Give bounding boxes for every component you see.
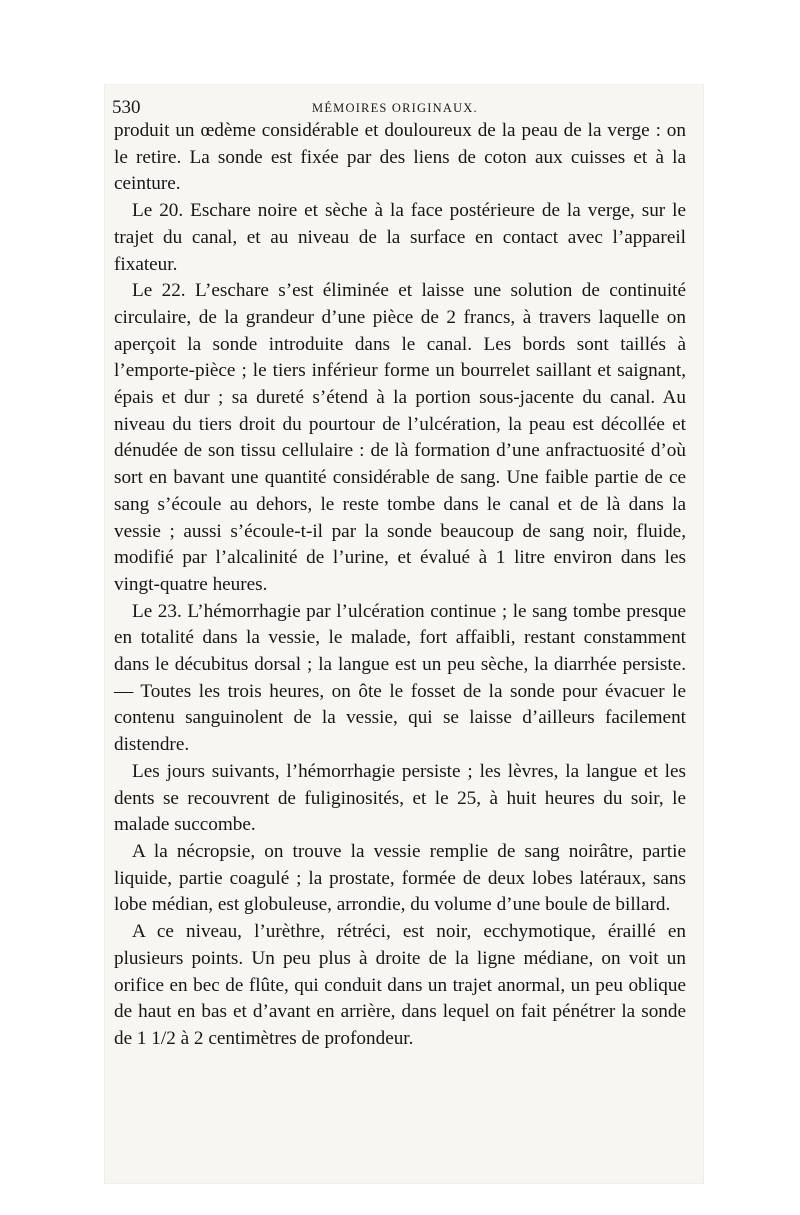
- paragraph-necropsie: A la nécropsie, on trouve la vessie remplie de sang noirâtre, partie liquide, partie coagulé ; la prostate, formée de deux lobes latéraux, sans lobe médian, est globuleuse, arrondie, du volume d’une boule de billard.: [114, 840, 686, 916]
- page-header: [112, 96, 686, 120]
- paragraph-le-22: Le 22. L’eschare s’est éliminée et laisse une solution de continuité circulaire, de la grandeur d’une pièce de 2 francs, à travers laquelle on aperçoit la sonde introduite dans le canal. Les bords sont taillés à l’emporte-pièce ; le tiers inférieur forme un bourrelet saillant et saignant, épais et dur ; sa dureté s’étend à la portion sous-jacente du canal. Au niveau du tiers droit du pourtour de l’ulcération, la peau est décollée et dénudée de son tissu cellulaire : de là formation d’une anfractuosité d’où sort en bavant une quantité considérable de sang. Une faible partie de ce sang s’écoule au dehors, le reste tombe dans le canal et de là dans la vessie ; aussi s’écoule-t-il par la sonde beaucoup de sang noir, fluide, modifié par l’alcalinité de l’urine, et évalué à 1 litre environ dans les vingt-quatre heures.: [114, 280, 686, 595]
- running-head: MÉMOIRES ORIGINAUX.: [312, 101, 478, 115]
- page-number: 530: [112, 97, 141, 118]
- paragraph-le-23: Le 23. L’hémorrhagie par l’ulcération continue ; le sang tombe presque en totalité dans la vessie, le malade, fort affaibli, restant constamment dans le décubitus dorsal ; la langue est un peu sèche, la diarrhée persiste. — Toutes les trois heures, on ôte le fosset de la sonde pour évacuer le contenu sanguinolent de la vessie, qui se laisse d’ailleurs facilement distendre.: [114, 600, 686, 756]
- paragraph-continuation: produit un œdème considérable et douloureux de la peau de la verge : on le retire. La sonde est fixée par des liens de coton aux cuisses et à la ceinture.: [114, 120, 686, 195]
- paragraph-urethre: A ce niveau, l’urèthre, rétréci, est noir, ecchymotique, éraillé en plusieurs points. Un peu plus à droite de la ligne médiane, on voit un orifice en bec de flûte, qui conduit dans un trajet anormal, un peu oblique de haut en bas et d’avant en arrière, dans lequel on fait pénétrer la sonde de 1 1/2 à 2 centimètres de profondeur.: [114, 921, 686, 1049]
- paragraph-jours-suivants: Les jours suivants, l’hémorrhagie persiste ; les lèvres, la langue et les dents se recouvrent de fuliginosités, et le 25, à huit heures du soir, le malade succombe.: [114, 760, 686, 836]
- paragraph-le-20: Le 20. Eschare noire et sèche à la face postérieure de la verge, sur le trajet du canal, et au niveau de la surface en contact avec l’appareil fixateur.: [114, 200, 686, 275]
- body-text: [114, 118, 686, 1053]
